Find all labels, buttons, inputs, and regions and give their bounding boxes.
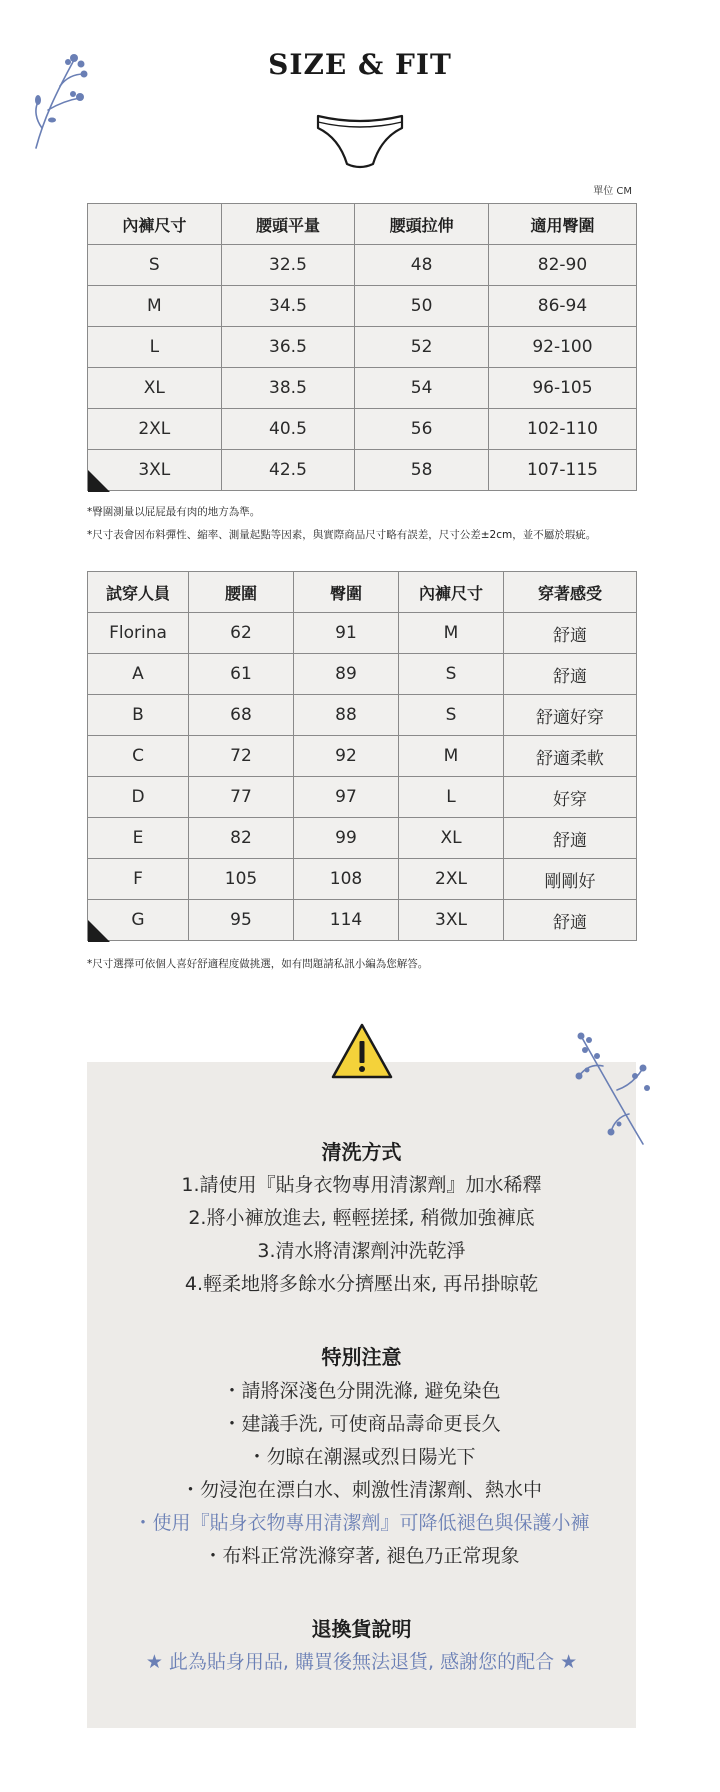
flower-sprig-icon: [573, 1028, 651, 1148]
table-cell: A: [88, 654, 189, 695]
size-note: *臀圍測量以屁屁最有肉的地方為準。: [87, 506, 261, 518]
unit-label: 單位 CM: [593, 186, 632, 197]
table-row: [88, 368, 637, 409]
table-cell: 50: [355, 286, 489, 327]
table-cell: 38.5: [221, 368, 355, 409]
table-cell: C: [88, 736, 189, 777]
table-cell: 102-110: [488, 409, 636, 450]
table-cell: 91: [294, 613, 399, 654]
table-cell: 3XL: [88, 450, 222, 491]
notice-item: ・勿晾在潮濕或烈日陽光下: [247, 1446, 476, 1468]
table-row: [88, 859, 637, 900]
table-row: [88, 695, 637, 736]
table-cell: 32.5: [221, 245, 355, 286]
table-cell: 2XL: [399, 859, 504, 900]
table-cell: L: [88, 327, 222, 368]
table-header-row: [88, 204, 637, 245]
table-row: [88, 654, 637, 695]
table-cell: 58: [355, 450, 489, 491]
table-cell: 92: [294, 736, 399, 777]
table-row: [88, 286, 637, 327]
table-cell: 56: [355, 409, 489, 450]
table-cell: 34.5: [221, 286, 355, 327]
table-cell: 77: [189, 777, 294, 818]
briefs-icon: [315, 112, 405, 174]
table-cell: E: [88, 818, 189, 859]
table-cell: 99: [294, 818, 399, 859]
column-header: 腰頭拉伸: [355, 204, 489, 245]
column-header: 腰頭平量: [221, 204, 355, 245]
notice-item: ・請將深淺色分開洗滌, 避免染色: [222, 1380, 501, 1402]
table-cell: 舒適: [504, 900, 637, 941]
table-cell: 36.5: [221, 327, 355, 368]
table-cell: 82: [189, 818, 294, 859]
table-cell: G: [88, 900, 189, 941]
fit-note: *尺寸選擇可依個人喜好舒適程度做挑選，如有問題請私訊小編為您解答。: [87, 958, 429, 970]
table-cell: XL: [399, 818, 504, 859]
table-cell: 2XL: [88, 409, 222, 450]
column-header: 試穿人員: [88, 572, 189, 613]
table-cell: 96-105: [488, 368, 636, 409]
page-title: SIZE & FIT: [268, 48, 452, 81]
table-cell: 95: [189, 900, 294, 941]
notice-item: ・使用『貼身衣物專用清潔劑』可降低褪色與保護小褲: [133, 1512, 590, 1534]
table-cell: 72: [189, 736, 294, 777]
column-header: 內褲尺寸: [399, 572, 504, 613]
corner-mark: [88, 920, 110, 942]
table-cell: S: [88, 245, 222, 286]
table-cell: 92-100: [488, 327, 636, 368]
table-cell: 舒適: [504, 613, 637, 654]
table-cell: 舒適柔軟: [504, 736, 637, 777]
column-header: 腰圍: [189, 572, 294, 613]
wash-step: 4.輕柔地將多餘水分擠壓出來, 再吊掛晾乾: [184, 1273, 539, 1295]
notice-item: ・勿浸泡在漂白水、刺激性清潔劑、熱水中: [180, 1479, 542, 1501]
table-row: [88, 736, 637, 777]
table-cell: S: [399, 654, 504, 695]
table-cell: 82-90: [488, 245, 636, 286]
table-cell: 48: [355, 245, 489, 286]
column-header: 內褲尺寸: [88, 204, 222, 245]
table-cell: Florina: [88, 613, 189, 654]
table-cell: B: [88, 695, 189, 736]
table-cell: M: [88, 286, 222, 327]
table-row: [88, 613, 637, 654]
table-cell: 88: [294, 695, 399, 736]
table-row: [88, 245, 637, 286]
fit-test-table: [87, 571, 637, 941]
table-cell: 3XL: [399, 900, 504, 941]
size-note: *尺寸表會因布料彈性、縮率、測量起點等因素，與實際商品尺寸略有誤差，尺寸公差±2cm，並不屬於瑕疵。: [87, 529, 597, 541]
notice-item: ・布料正常洗滌穿著, 褪色乃正常現象: [203, 1545, 520, 1567]
table-cell: S: [399, 695, 504, 736]
table-row: [88, 409, 637, 450]
table-row: [88, 900, 637, 941]
table-row: [88, 327, 637, 368]
table-cell: 剛剛好: [504, 859, 637, 900]
table-cell: F: [88, 859, 189, 900]
table-cell: 舒適: [504, 818, 637, 859]
table-cell: 40.5: [221, 409, 355, 450]
table-cell: 97: [294, 777, 399, 818]
table-cell: D: [88, 777, 189, 818]
column-header: 穿著感受: [504, 572, 637, 613]
wash-step: 2.將小褲放進去, 輕輕搓揉, 稍微加強褲底: [188, 1207, 535, 1229]
table-cell: 107-115: [488, 450, 636, 491]
notice-item: ・建議手洗, 可使商品壽命更長久: [222, 1413, 501, 1435]
table-cell: 好穿: [504, 777, 637, 818]
table-cell: 105: [189, 859, 294, 900]
return-title: 退換貨說明: [311, 1617, 412, 1641]
table-cell: M: [399, 736, 504, 777]
table-cell: XL: [88, 368, 222, 409]
table-cell: 86-94: [488, 286, 636, 327]
table-cell: 舒適好穿: [504, 695, 637, 736]
size-chart-table: [87, 203, 637, 491]
notice-title: 特別注意: [321, 1345, 402, 1369]
table-cell: 54: [355, 368, 489, 409]
table-cell: 62: [189, 613, 294, 654]
table-cell: 舒適: [504, 654, 637, 695]
column-header: 臀圍: [294, 572, 399, 613]
table-cell: L: [399, 777, 504, 818]
table-row: [88, 777, 637, 818]
table-row: [88, 450, 637, 491]
return-text: ★ 此為貼身用品, 購買後無法退貨, 感謝您的配合 ★: [145, 1651, 578, 1673]
table-cell: 68: [189, 695, 294, 736]
table-cell: 42.5: [221, 450, 355, 491]
table-cell: 61: [189, 654, 294, 695]
table-cell: 114: [294, 900, 399, 941]
table-cell: 52: [355, 327, 489, 368]
table-cell: 89: [294, 654, 399, 695]
corner-mark: [88, 470, 110, 492]
table-header-row: [88, 572, 637, 613]
wash-title: 清洗方式: [321, 1140, 402, 1164]
table-cell: M: [399, 613, 504, 654]
wash-step: 3.清水將清潔劑沖洗乾淨: [257, 1240, 466, 1262]
table-row: [88, 818, 637, 859]
wash-step: 1.請使用『貼身衣物專用清潔劑』加水稀釋: [181, 1174, 542, 1196]
column-header: 適用臀圍: [488, 204, 636, 245]
warning-icon: [330, 1022, 394, 1080]
table-cell: 108: [294, 859, 399, 900]
